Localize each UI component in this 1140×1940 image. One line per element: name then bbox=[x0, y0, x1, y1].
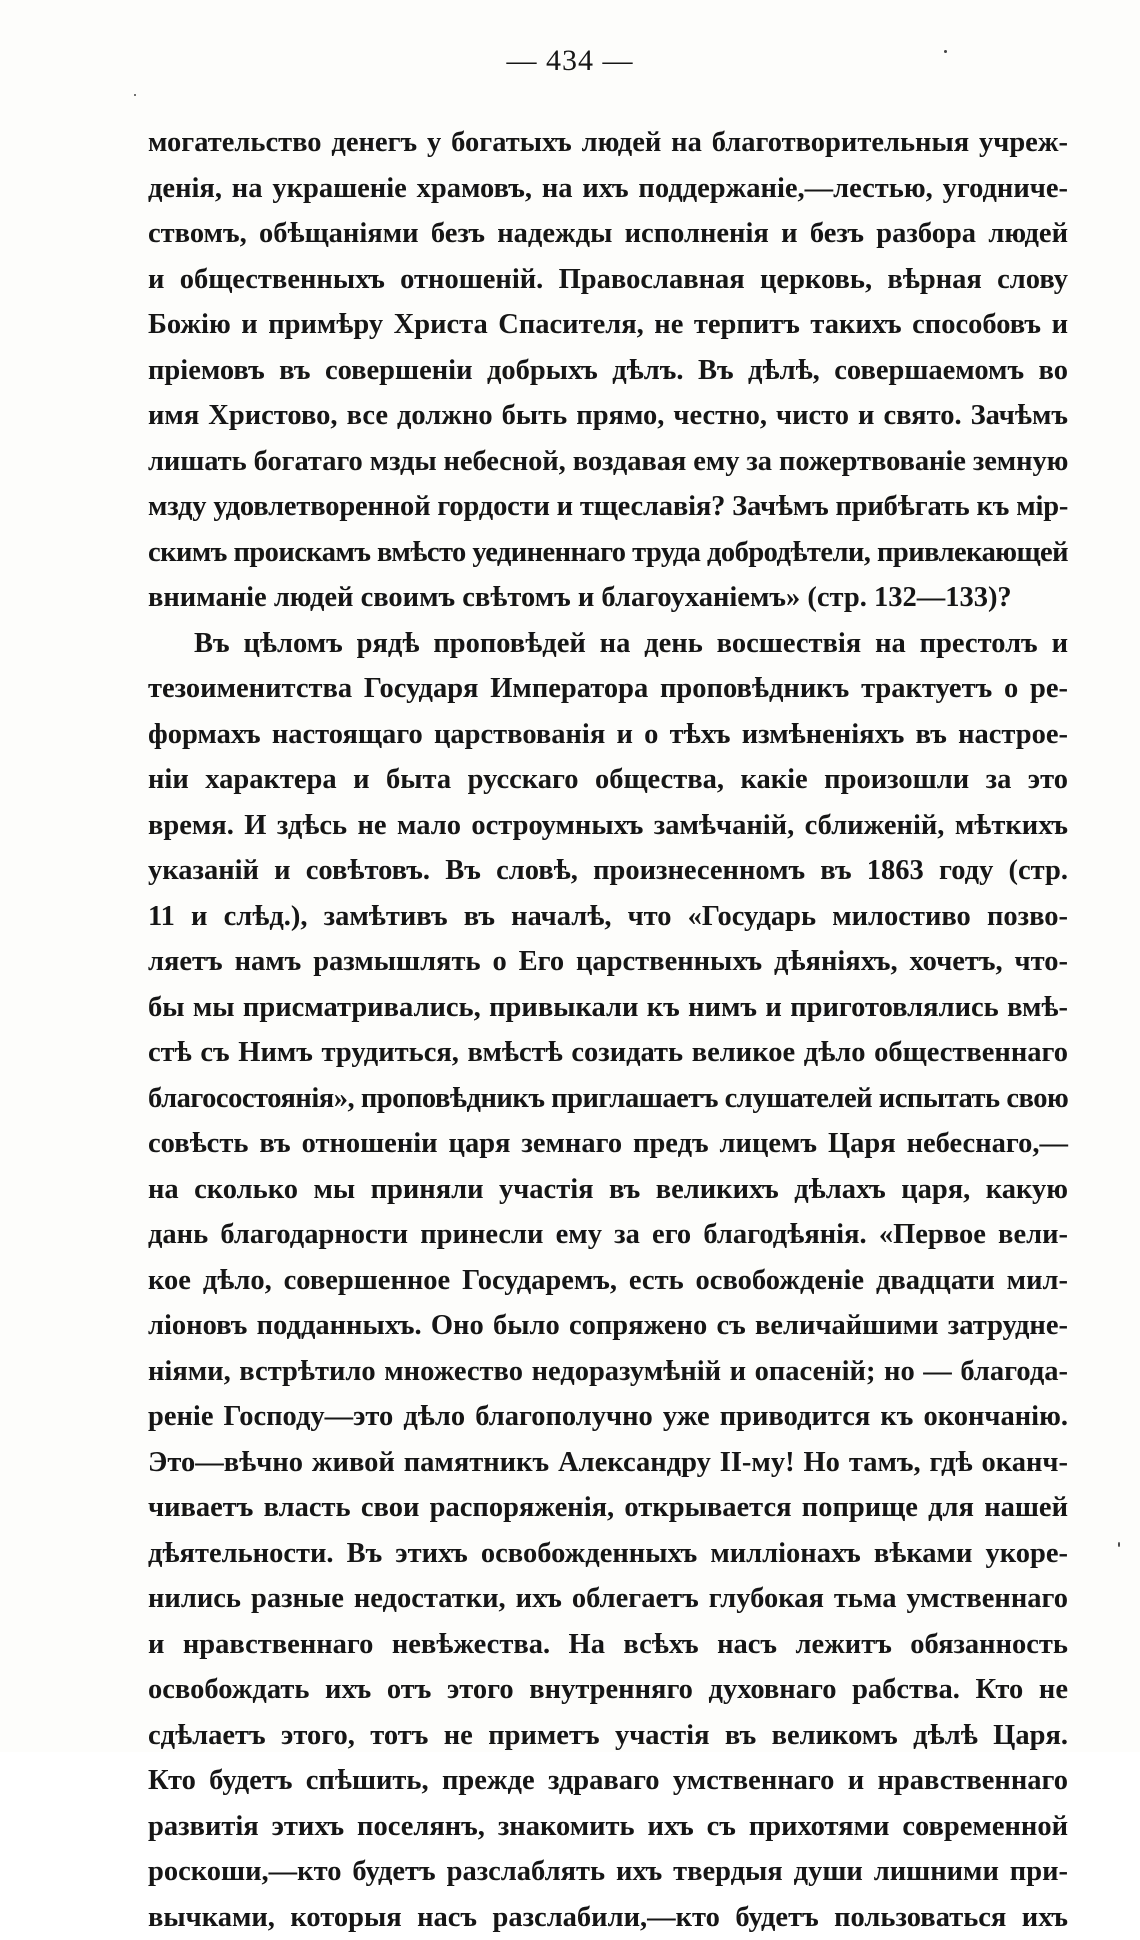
text-line: сдѣлаетъ этого, тотъ не приметъ участія въ великомъ дѣлѣ Царя. bbox=[148, 1713, 1068, 1759]
text-line: ствомъ, обѣщаніями безъ надежды исполненія и безъ разбора людей bbox=[148, 211, 1068, 257]
text-line: роскоши,—кто будетъ разслаблять ихъ твердыя души лишними при- bbox=[148, 1849, 1068, 1895]
text-line: формахъ настоящаго царствованія и о тѣхъ измѣненіяхъ въ настрое- bbox=[148, 712, 1068, 758]
print-speck bbox=[134, 94, 136, 96]
paragraph-first-line: Въ цѣломъ рядѣ проповѣдей на день восшествія на престолъ и bbox=[148, 621, 1068, 667]
text-line: освобождать ихъ отъ этого внутренняго духовнаго рабства. Кто не bbox=[148, 1667, 1068, 1713]
text-line: мзду удовлетворенной гордости и тщеславія? Зачѣмъ прибѣгать къ мір- bbox=[148, 484, 1068, 530]
text-line: и нравственнаго невѣжества. На всѣхъ насъ лежитъ обязанность bbox=[148, 1622, 1068, 1668]
text-line: совѣсть въ отношеніи царя земнаго предъ лицемъ Царя небеснаго,— bbox=[148, 1121, 1068, 1167]
page-number: — 434 — bbox=[0, 44, 1140, 78]
text-line: на сколько мы приняли участія въ великихъ дѣлахъ царя, какую bbox=[148, 1167, 1068, 1213]
print-speck bbox=[944, 50, 947, 53]
text-line: нились разные недостатки, ихъ облегаетъ глубокая тьма умственнаго bbox=[148, 1576, 1068, 1622]
text-line: могательство денегъ у богатыхъ людей на благотворительныя учреж- bbox=[148, 120, 1068, 166]
text-line: лишать богатаго мзды небесной, воздавая ему за пожертвованіе земную bbox=[148, 439, 1068, 485]
text-line: дань благодарности принесли ему за его благодѣянія. «Первое вели- bbox=[148, 1212, 1068, 1258]
text-line: стѣ съ Нимъ трудиться, вмѣстѣ созидать великое дѣло общественнаго bbox=[148, 1030, 1068, 1076]
text-line: ніями, встрѣтило множество недоразумѣній и опасеній; но — благода- bbox=[148, 1349, 1068, 1395]
print-speck bbox=[1118, 1542, 1120, 1547]
text-line: бы мы присматривались, привыкали къ нимъ и приготовлялись вмѣ- bbox=[148, 985, 1068, 1031]
text-line: денія, на украшеніе храмовъ, на ихъ поддержаніе,—лестью, угодниче- bbox=[148, 166, 1068, 212]
text-line: имя Христово, все должно быть прямо, честно, чисто и свято. Зачѣмъ bbox=[148, 393, 1068, 439]
body-text bbox=[148, 120, 1068, 1940]
text-line: кое дѣло, совершенное Государемъ, есть освобожденіе двадцати мил- bbox=[148, 1258, 1068, 1304]
text-line: благосостоянія», проповѣдникъ приглашаетъ слушателей испытать свою bbox=[148, 1076, 1068, 1122]
text-line: время. И здѣсь не мало остроумныхъ замѣчаній, сближеній, мѣткихъ bbox=[148, 803, 1068, 849]
text-line: и общественныхъ отношеній. Православная церковь, вѣрная слову bbox=[148, 257, 1068, 303]
text-line: реніе Господу—это дѣло благополучно уже приводится къ окончанію. bbox=[148, 1394, 1068, 1440]
text-line: Божію и примѣру Христа Спасителя, не терпитъ такихъ способовъ и bbox=[148, 302, 1068, 348]
text-line: Это—вѣчно живой памятникъ Александру II-му! Но тамъ, гдѣ оканч- bbox=[148, 1440, 1068, 1486]
text-line: ляетъ намъ размышлять о Его царственныхъ дѣяніяхъ, хочетъ, что- bbox=[148, 939, 1068, 985]
text-line: указаній и совѣтовъ. Въ словѣ, произнесенномъ въ 1863 году (стр. bbox=[148, 848, 1068, 894]
text-line: вычками, которыя насъ разслабили,—кто будетъ пользоваться ихъ bbox=[148, 1895, 1068, 1940]
text-line: вниманіе людей своимъ свѣтомъ и благоуханіемъ» (стр. 132—133)? bbox=[148, 575, 1068, 621]
text-line: ніи характера и быта русскаго общества, какіе произошли за это bbox=[148, 757, 1068, 803]
text-line: развитія этихъ поселянъ, знакомить ихъ съ прихотями современной bbox=[148, 1804, 1068, 1850]
text-line: чиваетъ власть свои распоряженія, открывается поприще для нашей bbox=[148, 1485, 1068, 1531]
text-line: скимъ проискамъ вмѣсто уединеннаго труда добродѣтели, привлекающей bbox=[148, 530, 1068, 576]
text-line: пріемовъ въ совершеніи добрыхъ дѣлъ. Въ дѣлѣ, совершаемомъ во bbox=[148, 348, 1068, 394]
text-line: дѣятельности. Въ этихъ освобожденныхъ милліонахъ вѣками укоре- bbox=[148, 1531, 1068, 1577]
text-line: тезоименитства Государя Императора проповѣдникъ трактуетъ о ре- bbox=[148, 666, 1068, 712]
text-line: Кто будетъ спѣшить, прежде здраваго умственнаго и нравственнаго bbox=[148, 1758, 1068, 1804]
text-line: ліоновъ подданныхъ. Оно было сопряжено съ величайшими затрудне- bbox=[148, 1303, 1068, 1349]
text-line: 11 и слѣд.), замѣтивъ въ началѣ, что «Государь милостиво позво- bbox=[148, 894, 1068, 940]
